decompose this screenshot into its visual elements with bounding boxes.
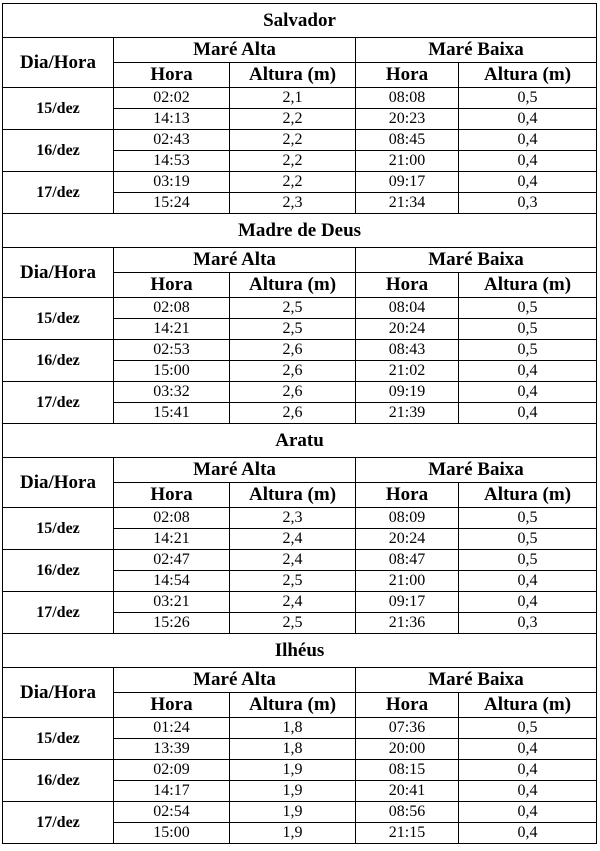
day-cell: 16/dez	[3, 760, 114, 802]
high-tide-height: 2,5	[230, 319, 356, 340]
low-tide-time: 20:24	[356, 319, 459, 340]
low-tide-time: 09:19	[356, 382, 459, 403]
mare-alta-header: Maré Alta	[114, 458, 356, 483]
high-tide-time: 15:24	[114, 193, 230, 214]
hora-header: Hora	[356, 693, 459, 718]
high-tide-height: 2,4	[230, 529, 356, 550]
day-cell: 15/dez	[3, 88, 114, 130]
table-row	[3, 88, 597, 109]
day-cell: 17/dez	[3, 172, 114, 214]
low-tide-time: 08:08	[356, 88, 459, 109]
table-row	[3, 340, 597, 361]
high-tide-height: 1,8	[230, 718, 356, 739]
hora-header: Hora	[356, 63, 459, 88]
high-tide-height: 2,2	[230, 172, 356, 193]
high-tide-height: 1,9	[230, 823, 356, 844]
high-tide-time: 02:02	[114, 88, 230, 109]
location-title: Madre de Deus	[3, 214, 597, 248]
location-title: Salvador	[3, 4, 597, 38]
high-tide-time: 02:09	[114, 760, 230, 781]
high-tide-time: 03:32	[114, 382, 230, 403]
low-tide-height: 0,5	[459, 340, 597, 361]
hora-header: Hora	[356, 273, 459, 298]
low-tide-height: 0,4	[459, 361, 597, 382]
mare-alta-header: Maré Alta	[114, 668, 356, 693]
high-tide-height: 1,9	[230, 781, 356, 802]
low-tide-height: 0,4	[459, 151, 597, 172]
high-tide-height: 2,2	[230, 151, 356, 172]
high-tide-time: 14:53	[114, 151, 230, 172]
location-title: Aratu	[3, 424, 597, 458]
altura-header: Altura (m)	[230, 693, 356, 718]
low-tide-height: 0,4	[459, 802, 597, 823]
high-tide-height: 2,6	[230, 403, 356, 424]
high-tide-time: 13:39	[114, 739, 230, 760]
day-cell: 15/dez	[3, 298, 114, 340]
table-row	[3, 298, 597, 319]
low-tide-time: 08:15	[356, 760, 459, 781]
high-tide-height: 2,4	[230, 550, 356, 571]
low-tide-height: 0,5	[459, 718, 597, 739]
high-tide-time: 02:54	[114, 802, 230, 823]
day-cell: 17/dez	[3, 802, 114, 844]
high-tide-height: 1,8	[230, 739, 356, 760]
low-tide-height: 0,4	[459, 571, 597, 592]
low-tide-time: 21:34	[356, 193, 459, 214]
high-tide-height: 1,9	[230, 760, 356, 781]
low-tide-height: 0,4	[459, 130, 597, 151]
high-tide-height: 2,4	[230, 592, 356, 613]
mare-baixa-header: Maré Baixa	[356, 668, 597, 693]
low-tide-height: 0,3	[459, 193, 597, 214]
table-row	[3, 718, 597, 739]
high-tide-height: 2,6	[230, 340, 356, 361]
day-cell: 15/dez	[3, 718, 114, 760]
low-tide-height: 0,4	[459, 823, 597, 844]
low-tide-time: 20:24	[356, 529, 459, 550]
high-tide-height: 2,5	[230, 571, 356, 592]
location-header-row	[3, 424, 597, 458]
low-tide-time: 08:47	[356, 550, 459, 571]
altura-header: Altura (m)	[459, 273, 597, 298]
low-tide-time: 08:43	[356, 340, 459, 361]
high-tide-time: 02:08	[114, 508, 230, 529]
table-row	[3, 130, 597, 151]
low-tide-height: 0,4	[459, 382, 597, 403]
altura-header: Altura (m)	[230, 273, 356, 298]
low-tide-height: 0,4	[459, 760, 597, 781]
high-tide-time: 02:43	[114, 130, 230, 151]
low-tide-height: 0,4	[459, 109, 597, 130]
low-tide-time: 21:00	[356, 151, 459, 172]
dia-hora-header: Dia/Hora	[3, 248, 114, 298]
low-tide-time: 07:36	[356, 718, 459, 739]
day-cell: 16/dez	[3, 550, 114, 592]
hora-header: Hora	[114, 273, 230, 298]
low-tide-time: 21:00	[356, 571, 459, 592]
location-header-row	[3, 4, 597, 38]
hora-header: Hora	[114, 693, 230, 718]
high-tide-time: 14:17	[114, 781, 230, 802]
low-tide-time: 21:02	[356, 361, 459, 382]
low-tide-time: 09:17	[356, 172, 459, 193]
low-tide-height: 0,4	[459, 739, 597, 760]
table-row	[3, 760, 597, 781]
high-tide-time: 03:19	[114, 172, 230, 193]
tide-table	[2, 3, 597, 844]
low-tide-time: 20:00	[356, 739, 459, 760]
high-tide-height: 2,5	[230, 613, 356, 634]
hora-header: Hora	[356, 483, 459, 508]
day-cell: 17/dez	[3, 382, 114, 424]
low-tide-time: 21:15	[356, 823, 459, 844]
table-row	[3, 382, 597, 403]
table-row	[3, 508, 597, 529]
mare-baixa-header: Maré Baixa	[356, 458, 597, 483]
day-cell: 16/dez	[3, 130, 114, 172]
high-tide-time: 14:21	[114, 319, 230, 340]
high-tide-height: 2,6	[230, 361, 356, 382]
high-tide-time: 15:41	[114, 403, 230, 424]
altura-header: Altura (m)	[459, 693, 597, 718]
low-tide-time: 21:39	[356, 403, 459, 424]
low-tide-height: 0,5	[459, 298, 597, 319]
high-tide-height: 2,3	[230, 508, 356, 529]
low-tide-height: 0,4	[459, 592, 597, 613]
hora-header: Hora	[114, 483, 230, 508]
mare-baixa-header: Maré Baixa	[356, 38, 597, 63]
high-tide-time: 01:24	[114, 718, 230, 739]
day-cell: 16/dez	[3, 340, 114, 382]
high-tide-time: 15:26	[114, 613, 230, 634]
mare-baixa-header: Maré Baixa	[356, 248, 597, 273]
tide-table-container	[2, 3, 596, 844]
altura-header: Altura (m)	[230, 63, 356, 88]
low-tide-height: 0,3	[459, 613, 597, 634]
low-tide-time: 20:41	[356, 781, 459, 802]
altura-header: Altura (m)	[459, 63, 597, 88]
low-tide-time: 20:23	[356, 109, 459, 130]
day-cell: 17/dez	[3, 592, 114, 634]
mare-alta-header: Maré Alta	[114, 38, 356, 63]
high-tide-height: 2,1	[230, 88, 356, 109]
high-tide-height: 2,6	[230, 382, 356, 403]
location-header-row	[3, 634, 597, 668]
low-tide-time: 21:36	[356, 613, 459, 634]
location-header-row	[3, 214, 597, 248]
location-title: Ilhéus	[3, 634, 597, 668]
dia-hora-header: Dia/Hora	[3, 458, 114, 508]
high-tide-time: 02:08	[114, 298, 230, 319]
table-row	[3, 172, 597, 193]
mare-alta-header: Maré Alta	[114, 248, 356, 273]
high-tide-time: 15:00	[114, 823, 230, 844]
dia-hora-header: Dia/Hora	[3, 38, 114, 88]
high-tide-height: 2,2	[230, 109, 356, 130]
low-tide-height: 0,4	[459, 781, 597, 802]
low-tide-time: 08:04	[356, 298, 459, 319]
low-tide-time: 08:09	[356, 508, 459, 529]
low-tide-height: 0,5	[459, 529, 597, 550]
table-row	[3, 592, 597, 613]
low-tide-height: 0,4	[459, 172, 597, 193]
low-tide-height: 0,5	[459, 88, 597, 109]
high-tide-time: 14:54	[114, 571, 230, 592]
high-tide-time: 14:21	[114, 529, 230, 550]
high-tide-time: 14:13	[114, 109, 230, 130]
table-row	[3, 550, 597, 571]
high-tide-time: 02:53	[114, 340, 230, 361]
high-tide-time: 15:00	[114, 361, 230, 382]
group-header-row	[3, 38, 597, 63]
dia-hora-header: Dia/Hora	[3, 668, 114, 718]
low-tide-time: 08:45	[356, 130, 459, 151]
day-cell: 15/dez	[3, 508, 114, 550]
high-tide-time: 02:47	[114, 550, 230, 571]
low-tide-time: 08:56	[356, 802, 459, 823]
low-tide-height: 0,5	[459, 508, 597, 529]
table-row	[3, 802, 597, 823]
low-tide-height: 0,5	[459, 319, 597, 340]
hora-header: Hora	[114, 63, 230, 88]
altura-header: Altura (m)	[230, 483, 356, 508]
high-tide-height: 1,9	[230, 802, 356, 823]
low-tide-time: 09:17	[356, 592, 459, 613]
high-tide-height: 2,5	[230, 298, 356, 319]
high-tide-height: 2,2	[230, 130, 356, 151]
low-tide-height: 0,5	[459, 550, 597, 571]
high-tide-time: 03:21	[114, 592, 230, 613]
altura-header: Altura (m)	[459, 483, 597, 508]
high-tide-height: 2,3	[230, 193, 356, 214]
group-header-row	[3, 248, 597, 273]
group-header-row	[3, 668, 597, 693]
low-tide-height: 0,4	[459, 403, 597, 424]
group-header-row	[3, 458, 597, 483]
